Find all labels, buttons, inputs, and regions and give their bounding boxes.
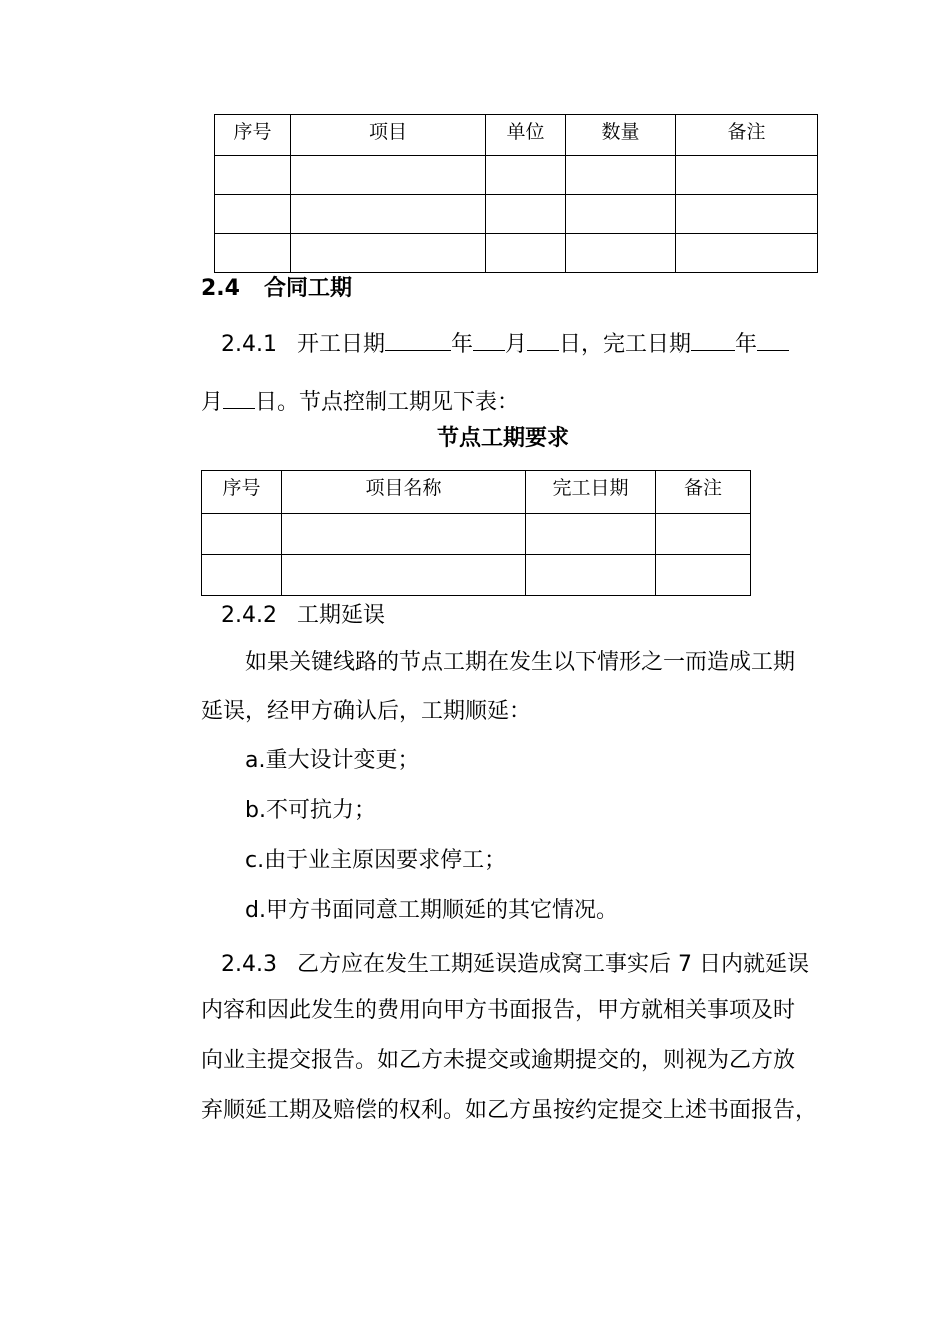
table-cell [215,195,291,234]
materials-table [214,114,818,273]
table-row [202,514,751,555]
table-row [215,195,818,234]
clause-title: 工期延误 [296,603,385,628]
paragraph-line: 如果关键线路的节点工期在发生以下情形之一而造成工期 [245,650,796,675]
table-cell [676,156,818,195]
blank-field [385,328,451,351]
list-item: b.不可抗力； [245,798,376,823]
paragraph-line: 内容和因此发生的费用向甲方书面报告，甲方就相关事项及时 [201,998,796,1023]
table-cell [566,195,676,234]
paragraph-line: 弃顺延工期及赔偿的权利。如乙方虽按约定提交上述书面报告， [201,1098,818,1123]
table-header-row [202,471,751,514]
clause-text: 月 [505,332,528,357]
table-header-cell: 序号 [202,471,282,514]
table-cell [656,514,751,555]
blank-field [527,328,559,351]
table-cell [676,195,818,234]
table-cell [282,514,526,555]
table-title: 节点工期要求 [437,426,570,451]
table-cell [566,156,676,195]
table-row [215,234,818,273]
milestone-table [201,470,751,596]
clause-number: 2.4.3 [221,952,277,977]
table-cell [291,156,486,195]
table-header-cell: 单位 [486,115,566,156]
blank-field [757,328,789,351]
clause-2-4-2-heading [221,601,385,631]
table-header-cell: 备注 [656,471,751,514]
table-header-cell: 备注 [676,115,818,156]
table-header-cell: 项目名称 [282,471,526,514]
table-cell [202,555,282,596]
clause-text: 年 [451,332,474,357]
paragraph-line: 乙方应在发生工期延误造成窝工事实后 7 日内就延误 [296,952,809,977]
section-heading [201,274,352,304]
table-cell [282,555,526,596]
section-title: 合同工期 [263,276,352,301]
clause-2-4-1-line1 [221,328,789,360]
table-cell [566,234,676,273]
table-header-cell: 完工日期 [526,471,656,514]
paragraph-line: 向业主提交报告。如乙方未提交或逾期提交的，则视为乙方放 [201,1048,796,1073]
table-cell [486,156,566,195]
table-cell [215,156,291,195]
blank-field [473,328,505,351]
table-cell [676,234,818,273]
clause-text: 月 [201,390,224,415]
table-header-row [215,115,818,156]
table-cell [291,234,486,273]
table-cell [526,514,656,555]
table-cell [656,555,751,596]
clause-text: 开工日期 [296,332,385,357]
table-row [215,156,818,195]
clause-text: 日，完工日期 [559,332,692,357]
clause-2-4-1-line2 [201,374,519,418]
list-item: c.由于业主原因要求停工； [245,848,507,873]
table-row [202,555,751,596]
section-number: 2.4 [201,276,240,301]
table-cell [486,195,566,234]
table-header-cell: 项目 [291,115,486,156]
clause-number: 2.4.1 [221,332,277,357]
clause-text: 年 [735,332,758,357]
table-cell [526,555,656,596]
clause-number: 2.4.2 [221,603,277,628]
paragraph-line: 延误，经甲方确认后，工期顺延： [201,699,532,724]
blank-field [223,374,255,409]
list-item: d.甲方书面同意工期顺延的其它情况。 [245,898,618,923]
table-cell [215,234,291,273]
blank-field [691,328,735,351]
clause-text: 日。节点控制工期见下表： [255,390,520,415]
clause-2-4-3-line1 [221,950,809,980]
table-header-cell: 数量 [566,115,676,156]
table-header-cell: 序号 [215,115,291,156]
table-cell [486,234,566,273]
table-cell [291,195,486,234]
table-cell [202,514,282,555]
list-item: a.重大设计变更； [245,748,420,773]
